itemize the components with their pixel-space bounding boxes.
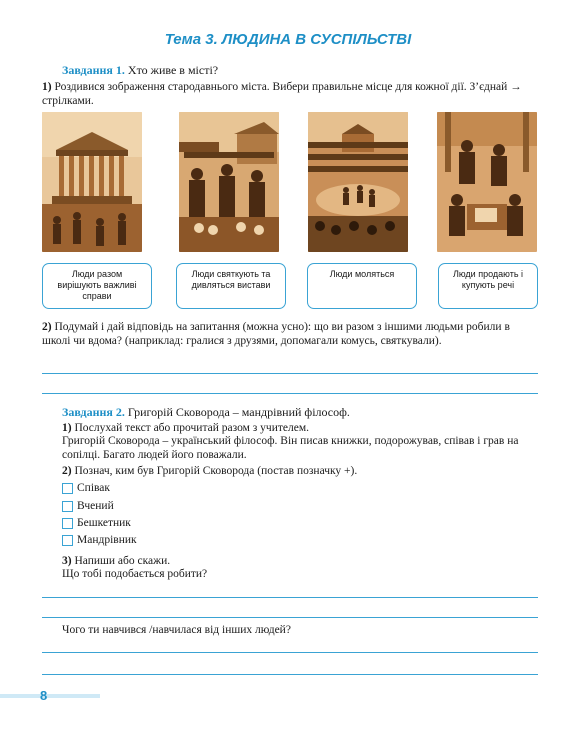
assembly-image: [437, 112, 537, 252]
task2-question3: [62, 554, 538, 568]
card-label: Люди разом вирішують важливі справи: [57, 269, 137, 301]
task1-header: [62, 63, 218, 78]
market-image: [179, 112, 279, 252]
option-label: Вчений: [77, 500, 114, 512]
checkbox[interactable]: [62, 483, 73, 494]
task2-title: Григорій Сковорода – мандрівний філософ.: [127, 405, 350, 419]
page-number: 8: [40, 688, 48, 703]
card-label: Люди моляться: [329, 269, 395, 279]
option-prankster[interactable]: [62, 517, 131, 529]
option-singer[interactable]: [62, 482, 110, 494]
option-label: Співак: [77, 482, 110, 494]
answer-line[interactable]: [42, 597, 538, 598]
task2-label: Завдання 2.: [62, 405, 125, 419]
task2-q1-text: Послухай текст або прочитай разом з учителем.: [74, 422, 309, 434]
checkbox[interactable]: [62, 518, 73, 529]
task2-q3-line1: Напиши або скажи.: [74, 555, 171, 567]
task2-header: [62, 405, 350, 420]
task2-question1: [62, 421, 538, 435]
answer-line[interactable]: [42, 617, 538, 618]
task2-q3-number: 3): [62, 555, 72, 567]
answer-card-celebrate[interactable]: [176, 263, 286, 309]
answer-card-trade[interactable]: [438, 263, 538, 309]
task2-q3-line2: Що тобі подобається робити?: [62, 568, 208, 580]
option-label: Бешкетник: [77, 517, 131, 529]
task1-q2-text: Подумай і дай відповідь на запитання (можна усно): що ви разом з іншими людьми робили в школі чи вдома? (наприклад: гралися з друзями, допомагали комусь, святкували).: [42, 321, 510, 347]
option-wanderer[interactable]: [62, 534, 137, 546]
page-footer-bar: [0, 694, 100, 698]
task1-label: Завдання 1.: [62, 63, 125, 77]
checkbox[interactable]: [62, 535, 73, 546]
task1-q2-number: 2): [42, 321, 52, 333]
task2-question4: Чого ти навчився /навчилася від інших людей?: [62, 624, 291, 636]
card-label: Люди святкують та дивляться вистави: [191, 269, 271, 290]
task1-question2: [42, 320, 538, 348]
option-scientist[interactable]: [62, 500, 114, 512]
answer-line[interactable]: [42, 393, 538, 394]
answer-card-pray[interactable]: [307, 263, 417, 309]
option-label: Мандрівник: [77, 534, 137, 546]
task1-q1-number: 1): [42, 81, 52, 93]
task1-title: Хто живе в місті?: [127, 63, 219, 77]
task1-question1: [42, 80, 538, 108]
task2-q2-number: 2): [62, 465, 72, 477]
answer-line[interactable]: [42, 373, 538, 374]
theatre-image: [308, 112, 408, 252]
answer-card-decide[interactable]: [42, 263, 152, 309]
temple-image: [42, 112, 142, 252]
answer-line[interactable]: [42, 674, 538, 675]
card-label: Люди продають і купують речі: [452, 269, 524, 290]
task1-q1-text: Роздивися зображення стародавнього міста. Вибери правильне місце для кожної дії. З’єднай → стрілками.: [42, 81, 522, 107]
topic-title: Тема 3. ЛЮДИНА В СУСПІЛЬСТВІ: [164, 31, 412, 48]
task2-story: Григорій Сковорода – український філософ. Він писав книжки, подорожував, співав і грав на сопілці. Багато людей його поважали.: [62, 435, 519, 461]
checkbox[interactable]: [62, 501, 73, 512]
task2-q2-text: Познач, ким був Григорій Сковорода (постав позначку +).: [74, 465, 358, 477]
answer-line[interactable]: [42, 652, 538, 653]
task2-q1-number: 1): [62, 422, 72, 434]
task2-question2: [62, 464, 538, 478]
